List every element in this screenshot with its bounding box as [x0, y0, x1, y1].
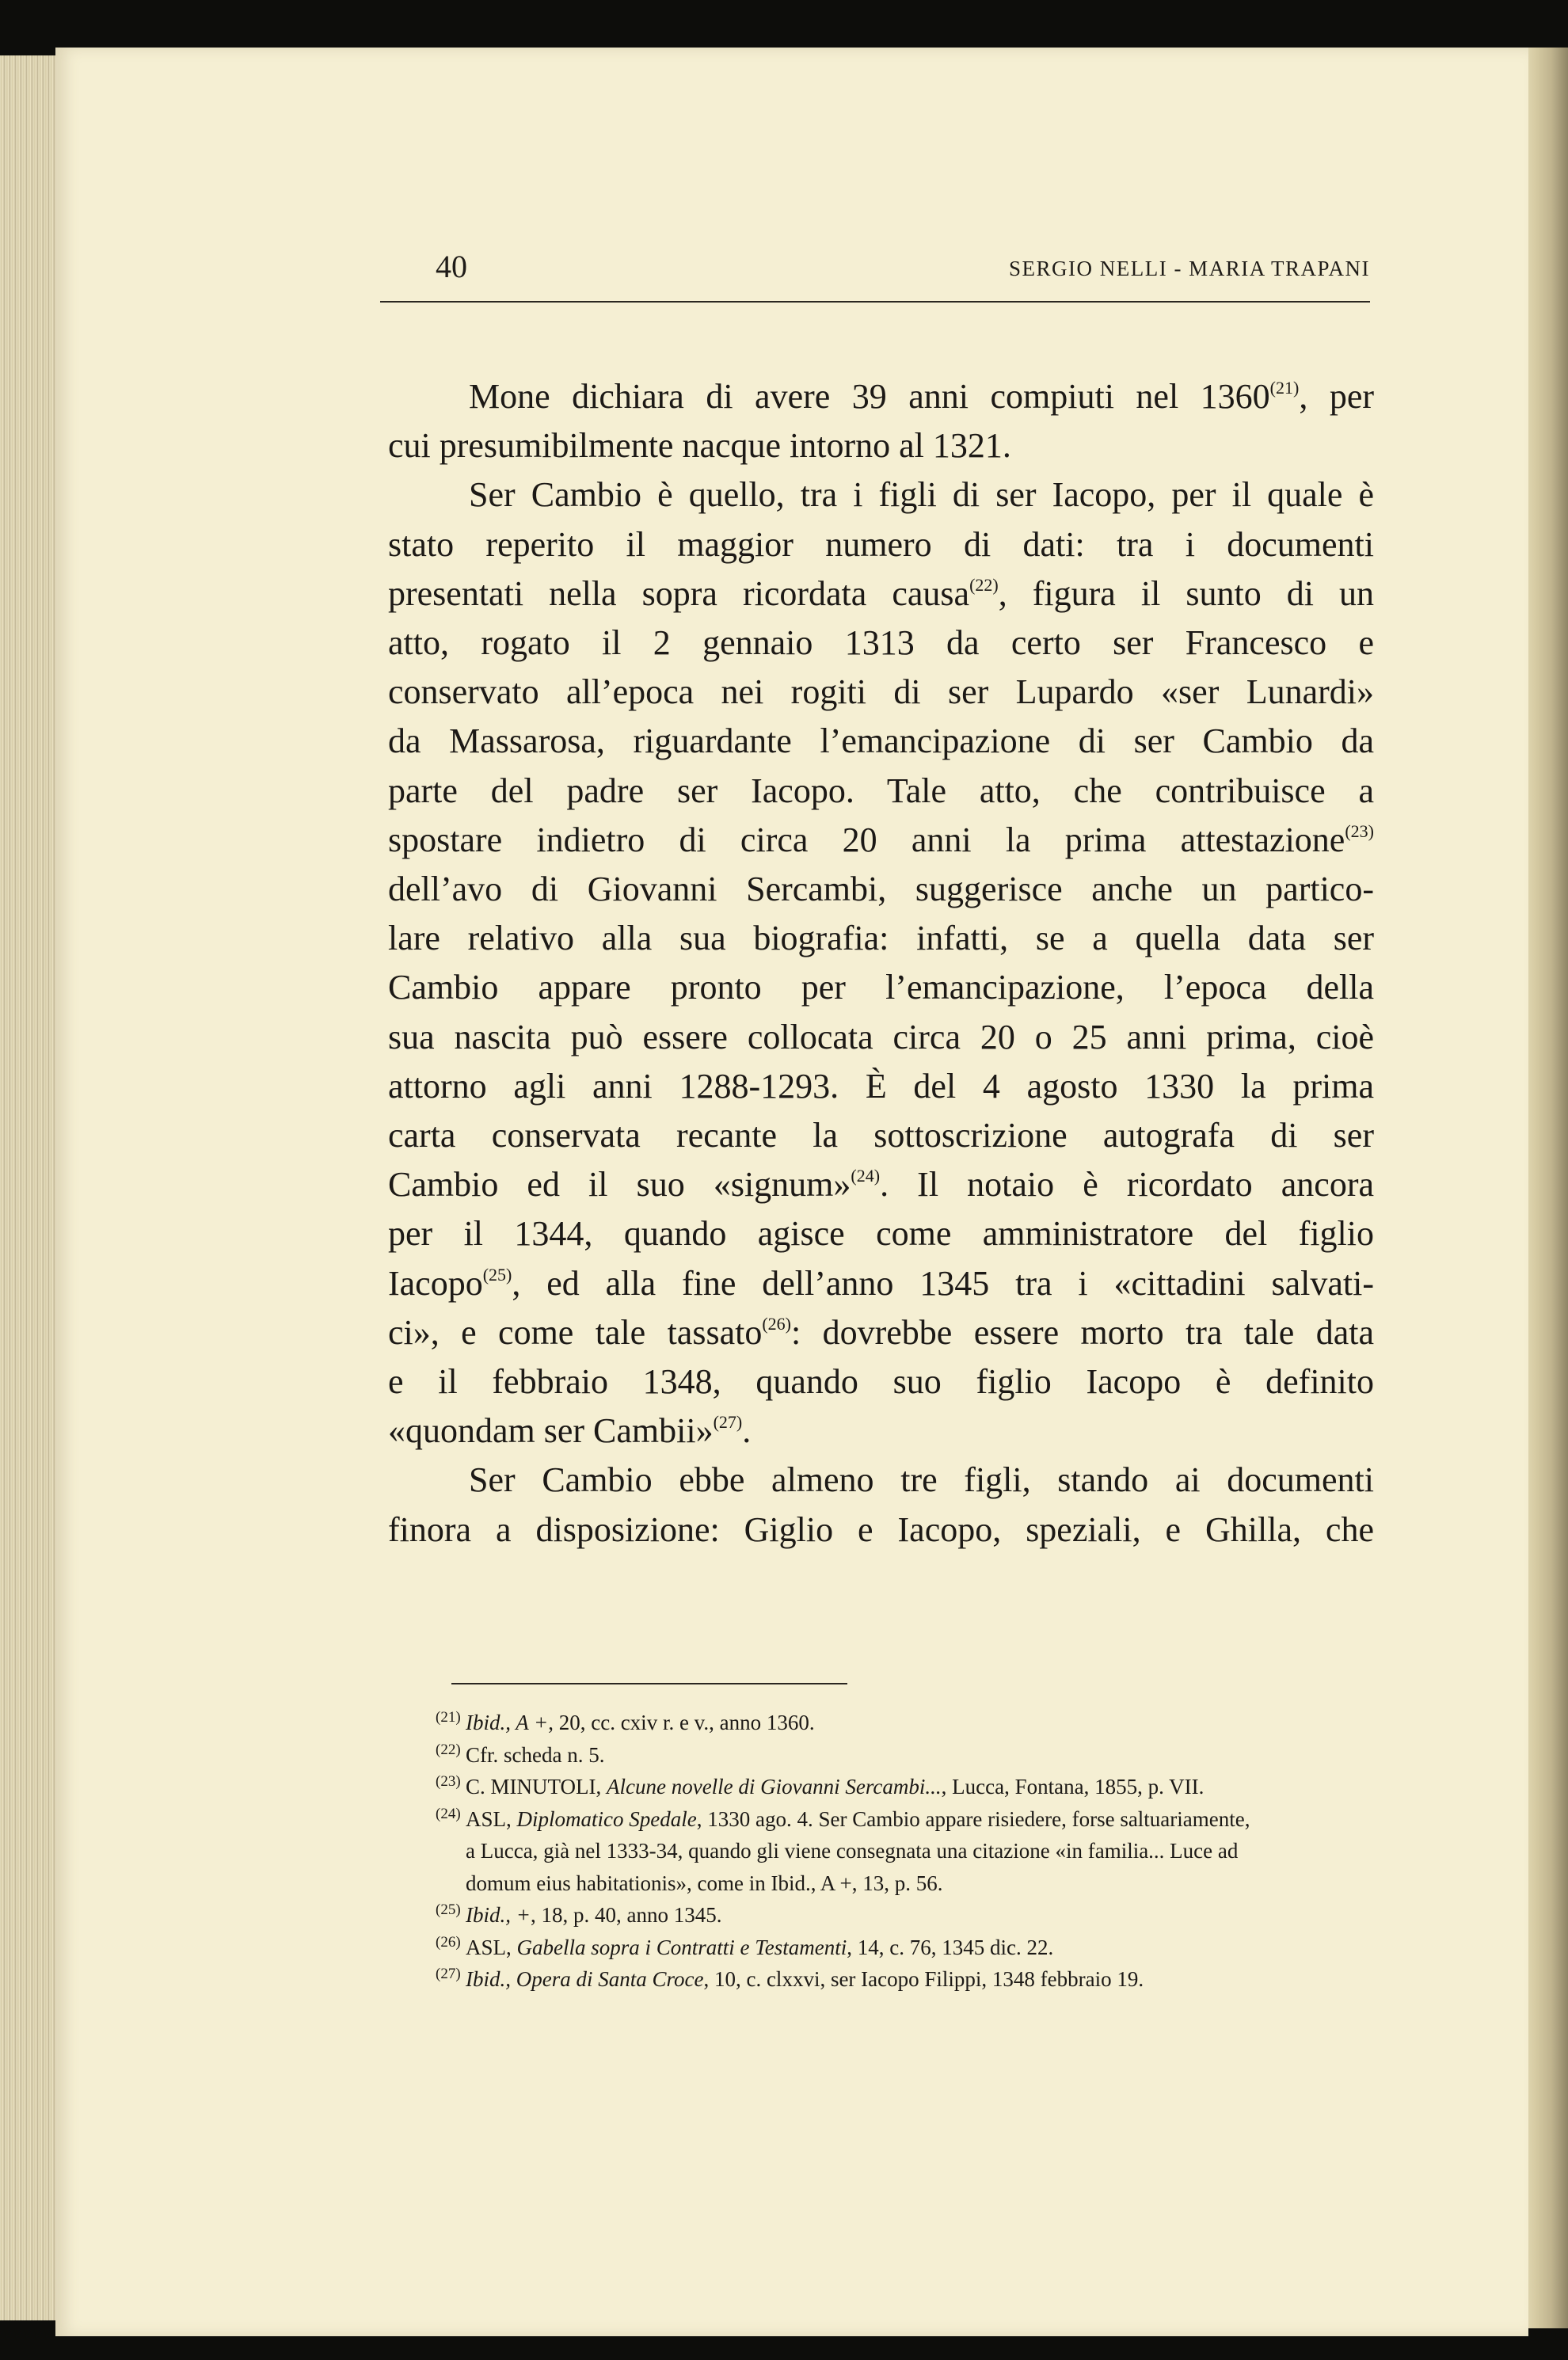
text-line: spostare indietro di circa 20 anni la prima attestazione$^{(23)}$	[388, 820, 1374, 859]
footnote-marker: (23)	[1345, 820, 1374, 841]
text-line: atto, rogato il 2 gennaio 1313 da certo ser Francesco e	[388, 623, 1374, 663]
footnote-marker: (21)	[1269, 378, 1300, 398]
text-line: dell’avo di Giovanni Sercambi, suggerisce anche un partico-	[388, 870, 1374, 909]
text-line: «quondam ser Cambii»$^{(27)}$.	[388, 1411, 752, 1451]
text-line: ci», e come tale tassato$^{(26)}$: dovrebbe essere morto tra tale data	[388, 1312, 1374, 1352]
footnote: (22) Cfr. scheda n. 5.	[404, 1739, 1386, 1772]
footnote-number: (25)	[436, 1901, 461, 1918]
text-line: per il 1344, quando agisce come amministratore del figlio	[388, 1214, 1374, 1254]
footnote-continuation: a Lucca, già nel 1333-34, quando gli viene consegnata una citazione «in familia... Luce ad	[466, 1839, 1239, 1863]
text-line: parte del padre ser Iacopo. Tale atto, che contribuisce a	[388, 771, 1374, 810]
footnote-marker: (24)	[851, 1166, 881, 1186]
footnote: (26) ASL, Gabella sopra i Contratti e Testamenti, 14, c. 76, 1345 dic. 22.	[404, 1932, 1386, 1964]
text-line: presentati nella sopra ricordata causa$^{(22)}$, figura il sunto di un	[388, 573, 1374, 613]
footnotes	[404, 1683, 1386, 1996]
footnote-number: (22)	[436, 1741, 461, 1758]
footnote-continuation: domum eius habitationis», come in Ibid., A +, 13, p. 56.	[466, 1871, 943, 1895]
running-head: SERGIO NELLI - MARIA TRAPANI	[1008, 257, 1370, 280]
footnote-number: (23)	[436, 1773, 461, 1790]
text-line: lare relativo alla sua biografia: infatti, se a quella data ser	[388, 919, 1374, 958]
text-line: Mone dichiara di avere 39 anni compiuti nel 1360$^{(21)}$, per	[469, 377, 1374, 416]
text-line: Ser Cambio ebbe almeno tre figli, stando ai documenti	[469, 1460, 1374, 1500]
footnote: (27) Ibid., Opera di Santa Croce, 10, c. clxxvi, ser Iacopo Filippi, 1348 febbraio 19.	[404, 1963, 1386, 1996]
footnote-rule	[451, 1683, 847, 1684]
text-line: Cambio ed il suo «signum»$^{(24)}$. Il notaio è ricordato ancora	[388, 1165, 1375, 1205]
text-line: Ser Cambio è quello, tra i figli di ser Iacopo, per il quale è	[469, 475, 1374, 515]
text-line: finora a disposizione: Giglio e Iacopo, speziali, e Ghilla, che	[388, 1509, 1374, 1549]
footnote: (24) ASL, Diplomatico Spedale, 1330 ago. 4. Ser Cambio appare risiedere, forse saltuariamente,	[404, 1803, 1386, 1836]
footnote: (25) Ibid., +, 18, p. 40, anno 1345.	[404, 1899, 1386, 1932]
text-line: stato reperito il maggior numero di dati: tra i documenti	[388, 524, 1374, 564]
text-line: da Massarosa, riguardante l’emancipazione di ser Cambio da	[388, 721, 1374, 761]
footnote-number: (24)	[436, 1805, 461, 1822]
page-edge-stack	[0, 55, 63, 2320]
text-line: conservato all’epoca nei rogiti di ser Lupardo «ser Lunardi»	[388, 672, 1374, 712]
footnote-marker: (25)	[482, 1264, 512, 1285]
text-line: Iacopo$^{(25)}$, ed alla fine dell’anno 1345 tra i «cittadini salvati-	[388, 1263, 1374, 1303]
text-line: sua nascita può essere collocata circa 20 o 25 anni prima, cioè	[388, 1017, 1374, 1056]
text-line: Cambio appare pronto per l’emancipazione, l’epoca della	[388, 968, 1374, 1007]
footnote-marker: (22)	[969, 574, 999, 595]
footnote-number: (21)	[436, 1709, 461, 1726]
footnote-number: (26)	[436, 1933, 461, 1951]
page-number: 40	[436, 249, 467, 284]
page-header	[380, 246, 1370, 303]
text-line: e il febbraio 1348, quando suo figlio Iacopo è definito	[388, 1362, 1374, 1402]
footnote: (23) C. MINUTOLI, Alcune novelle di Giovanni Sercambi..., Lucca, Fontana, 1855, p. VII.	[404, 1771, 1386, 1803]
footnote-marker: (26)	[762, 1313, 791, 1334]
book-page	[55, 48, 1528, 2336]
footnote-number: (27)	[436, 1966, 461, 1982]
text-line: attorno agli anni 1288-1293. È del 4 agosto 1330 la prima	[388, 1066, 1374, 1106]
footnote: (21) Ibid., A +, 20, cc. cxiv r. e v., anno 1360.	[404, 1707, 1386, 1739]
text-line: carta conservata recante la sottoscrizione autografa di ser	[388, 1116, 1374, 1155]
text-line: cui presumibilmente nacque intorno al 1321.	[388, 426, 1011, 466]
body-text	[388, 372, 1374, 1555]
footnote-marker: (27)	[713, 1412, 743, 1433]
